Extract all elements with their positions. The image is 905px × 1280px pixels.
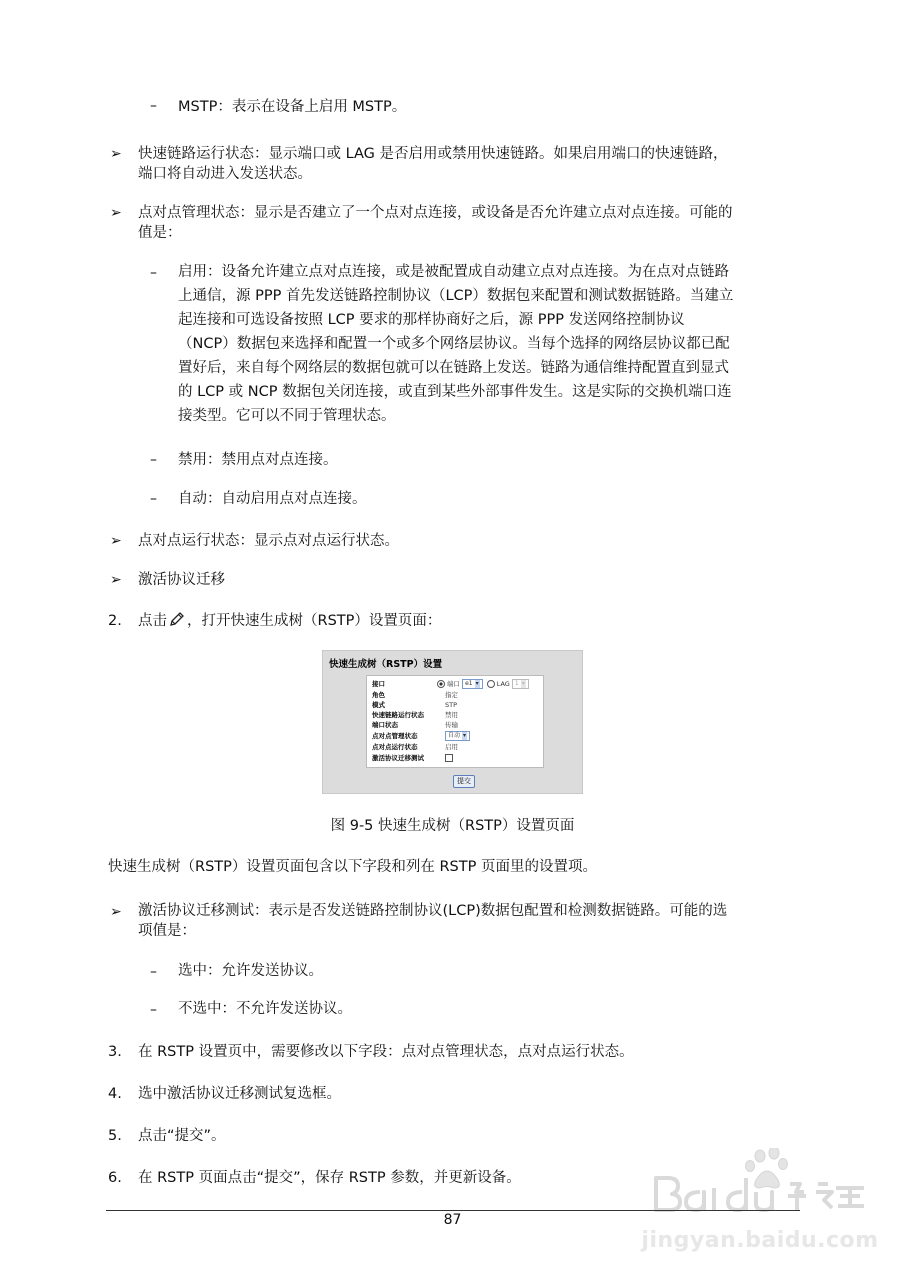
item-text-line: 上通信，源 PPP 首先发送链路控制协议（LCP）数据包来配置和测试数据链路。当建立	[178, 288, 734, 304]
step-number: 5.	[108, 1128, 122, 1144]
step-text: 在 RSTP 设置页中，需要修改以下字段：点对点管理状态，点对点运行状态。	[138, 1044, 634, 1060]
lag-select[interactable]	[512, 679, 529, 689]
item-text: 不选中：不允许发送协议。	[178, 1001, 352, 1017]
screenshot-title: 快速生成树（RSTP）设置	[329, 659, 443, 670]
item-text-line: 激活协议迁移测试：表示是否发送链路控制协议(LCP)数据包配置和检测数据链路。可能的选	[138, 903, 728, 919]
figure-caption: 图 9-5 快速生成树（RSTP）设置页面	[330, 818, 575, 834]
item-text-line: 端口将自动进入发送状态。	[138, 166, 312, 182]
item-text: 禁用：禁用点对点连接。	[178, 452, 338, 468]
bullet-marker: ➢	[110, 572, 122, 588]
chevron-down-icon: ▾	[475, 680, 479, 687]
item-text-line: 项值是：	[138, 923, 196, 939]
watermark-url: jingyan.baidu.com	[641, 1228, 879, 1253]
step-number: 6.	[108, 1170, 122, 1186]
role-row	[367, 690, 543, 700]
interface-row	[367, 679, 543, 689]
port-state-row	[367, 720, 543, 730]
item-text: 自动：自动启用点对点连接。	[178, 491, 367, 507]
p2p-oper-row	[367, 742, 543, 752]
item-text: 点对点运行状态：显示点对点运行状态。	[138, 533, 399, 549]
step-text: 点击“提交”。	[138, 1128, 226, 1144]
baidu-watermark-logo	[650, 1148, 870, 1218]
port-radio[interactable]	[437, 680, 445, 688]
fast-link-value: 禁用	[445, 711, 458, 719]
item-text-line: 点对点管理状态：显示是否建立了一个点对点连接，或设备是否允许建立点对点连接。可能的	[138, 205, 733, 221]
port-radio-label: 端口	[447, 680, 460, 688]
step-text-after: ，打开快速生成树（RSTP）设置页面：	[187, 613, 442, 629]
item-text-line: 置好后，来自每个网络层的数据包就可以在链路上发送。链路为通信维持配置直到显式	[178, 360, 729, 376]
submit-button[interactable]: 提交	[453, 775, 475, 788]
dash-marker: –	[150, 1002, 157, 1018]
item-text-line: 快速链路运行状态：显示端口或 LAG 是否启用或禁用快速链路。如果启用端口的快速链路，	[138, 146, 728, 162]
item-text-line: 的 LCP 或 NCP 数据包关闭连接，或直到某些外部事件发生。这是实际的交换机端口连	[178, 384, 732, 400]
settings-panel	[366, 675, 544, 768]
item-text: 激活协议迁移	[138, 572, 225, 588]
p2p-admin-row	[367, 731, 543, 741]
bullet-marker: ➢	[110, 205, 122, 221]
lag-select-value: 1	[514, 680, 519, 687]
port-select[interactable]	[462, 679, 483, 689]
port-state-value: 传输	[445, 721, 458, 729]
fast-link-row	[367, 710, 543, 720]
item-text-line: （NCP）数据包来选择和配置一个或多个网络层协议。当每个选择的网络层协议都已配	[178, 336, 730, 352]
migration-test-label: 激活协议迁移测试	[372, 754, 424, 762]
rstp-settings-screenshot	[322, 650, 583, 794]
step-text: 在 RSTP 页面点击“提交”，保存 RSTP 参数，并更新设备。	[138, 1170, 521, 1186]
role-label: 角色	[372, 691, 385, 699]
step-number: 2.	[108, 613, 122, 629]
item-text: 选中：允许发送协议。	[178, 963, 323, 979]
migration-test-row	[367, 753, 543, 763]
port-select-value: e1	[465, 680, 473, 687]
dash-marker: –	[150, 98, 157, 114]
dash-marker: –	[150, 491, 157, 507]
bullet-marker: ➢	[110, 146, 122, 162]
item-text-line: 接类型。它可以不同于管理状态。	[178, 408, 396, 424]
intro-paragraph: 快速生成树（RSTP）设置页面包含以下字段和列在 RSTP 页面里的设置项。	[108, 859, 597, 875]
pencil-icon	[168, 610, 186, 628]
dash-marker: –	[150, 265, 157, 281]
p2p-admin-label: 点对点管理状态	[372, 732, 418, 740]
item-text-line: 值是：	[138, 225, 182, 241]
fast-link-label: 快速链路运行状态	[372, 711, 424, 719]
step-number: 4.	[108, 1086, 122, 1102]
port-state-label: 端口状态	[372, 721, 398, 729]
mode-value: STP	[445, 701, 458, 709]
step-text-before: 点击	[138, 613, 167, 629]
lag-radio-label: LAG	[496, 680, 510, 688]
footer-divider	[106, 1210, 800, 1211]
role-value: 指定	[445, 691, 458, 699]
p2p-admin-select[interactable]	[445, 731, 470, 741]
chevron-down-icon: ▾	[521, 680, 525, 687]
dash-marker: –	[150, 964, 157, 980]
migration-test-checkbox[interactable]	[445, 754, 453, 762]
item-text: MSTP：表示在设备上启用 MSTP。	[178, 99, 407, 115]
bullet-marker: ➢	[110, 533, 122, 549]
step-text: 选中激活协议迁移测试复选框。	[138, 1086, 341, 1102]
item-text-line: 启用：设备允许建立点对点连接，或是被配置成自动建立点对点连接。为在点对点链路	[178, 264, 729, 280]
lag-radio[interactable]	[487, 680, 495, 688]
page-number: 87	[443, 1212, 462, 1228]
p2p-oper-label: 点对点运行状态	[372, 743, 418, 751]
item-text-line: 起连接和可选设备按照 LCP 要求的那样协商好之后，源 PPP 发送网络控制协议	[178, 312, 685, 328]
mode-label: 模式	[372, 701, 385, 709]
mode-row	[367, 700, 543, 710]
bullet-marker: ➢	[110, 904, 122, 920]
dash-marker: –	[150, 452, 157, 468]
chevron-down-icon: ▾	[463, 732, 467, 739]
p2p-oper-value: 启用	[445, 743, 458, 751]
interface-label: 接口	[372, 680, 385, 688]
step-number: 3.	[108, 1044, 122, 1060]
p2p-admin-select-value: 自动	[448, 732, 461, 739]
